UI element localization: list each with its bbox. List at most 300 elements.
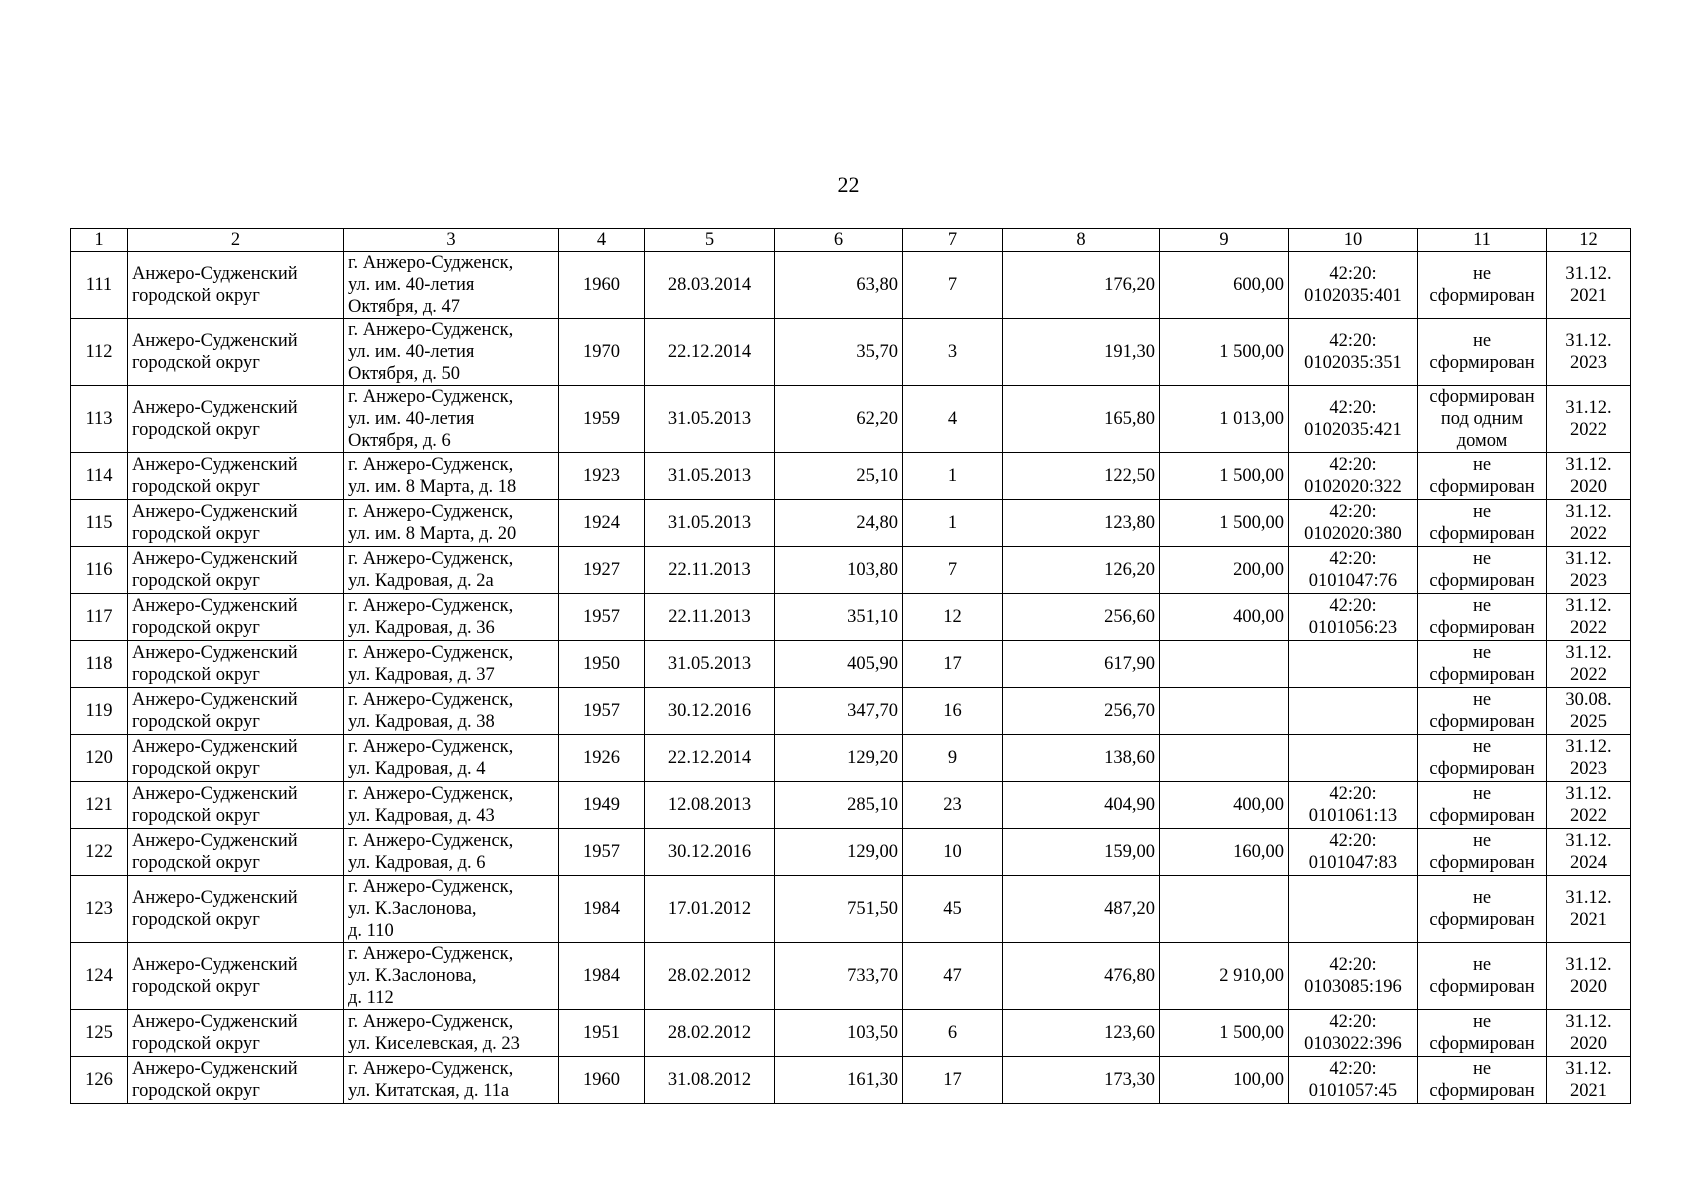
cell-line: г. Анжеро-Судженск, [348,831,514,851]
area-cell [775,688,903,735]
page-number: 22 [837,172,860,197]
address-cell [344,735,559,782]
cell-line: 42:20: [1329,1059,1377,1079]
land-status-cell [1418,547,1547,594]
municipality-cell [128,876,344,943]
row-number-cell [71,782,128,829]
cell-text: 256,70 [1104,701,1155,721]
cell-text: 112 [85,342,113,362]
municipality-cell [128,1057,344,1104]
cell-line: ул. Кадровая, д. 2а [348,571,494,591]
total-area-cell [1003,876,1160,943]
area-cell [775,829,903,876]
total-area-cell [1003,688,1160,735]
residents-cell [903,594,1003,641]
cell-line: 31.12. [1565,1059,1612,1079]
cell-line: Анжеро-Судженский [132,398,298,418]
cell-text: 122,50 [1104,466,1155,486]
cell-line: ул. им. 40-летия [348,342,475,362]
cell-line: ул. им. 40-летия [348,275,475,295]
cell-line: Анжеро-Судженский [132,549,298,569]
cell-line: 2025 [1570,712,1607,732]
municipality-cell [128,782,344,829]
deadline-cell [1547,252,1631,319]
cell-text: 22.12.2014 [667,342,752,362]
cell-line: ул. Кадровая, д. 6 [348,853,486,873]
cell-text: 31.05.2013 [667,466,752,486]
cell-line: Анжеро-Судженский [132,690,298,710]
cell-line: Анжеро-Судженский [132,784,298,804]
cadastral-number-cell [1289,319,1418,386]
cell-line: 2021 [1570,286,1607,306]
date-cell [645,943,775,1010]
cell-text: 200,00 [1233,560,1284,580]
cell-line: не [1472,888,1492,908]
deadline-cell [1547,735,1631,782]
cell-text: 22.12.2014 [667,748,752,768]
cell-text: 733,70 [847,966,898,986]
deadline-cell [1547,547,1631,594]
build-year-cell [559,688,645,735]
cadastral-number-cell [1289,735,1418,782]
residents-cell [903,1010,1003,1057]
cell-line: Анжеро-Судженский [132,737,298,757]
cell-text: 1 500,00 [1219,513,1284,533]
cell-line: Октября, д. 50 [348,364,461,384]
cell-line: 30.08. [1565,690,1612,710]
cell-line: сформирован [1429,910,1535,930]
row-number-cell [71,594,128,641]
cell-line: ул. им. 8 Марта, д. 20 [348,524,517,544]
cadastral-number-cell [1289,386,1418,453]
cadastral-number-cell [1289,1057,1418,1104]
cell-text: 119 [85,701,113,721]
land-status-cell [1418,688,1547,735]
cell-text: 120 [85,748,113,768]
address-cell [344,547,559,594]
cell-line: ул. Кадровая, д. 4 [348,759,486,779]
cell-line: городской округ [132,806,260,826]
deadline-cell [1547,386,1631,453]
cell-line: 42:20: [1329,549,1377,569]
cell-line: 0101047:83 [1308,853,1398,873]
cell-line: городской округ [132,853,260,873]
cell-line: г. Анжеро-Судженск, [348,1012,514,1032]
cell-line: г. Анжеро-Судженск, [348,643,514,663]
land-status-cell [1418,1010,1547,1057]
date-cell [645,735,775,782]
cell-line: 2021 [1570,1081,1607,1101]
municipality-cell [128,500,344,547]
address-cell [344,782,559,829]
cell-text: 28.02.2012 [667,1023,752,1043]
cell-line: 31.12. [1565,502,1612,522]
cell-text: 1970 [583,342,620,362]
cell-line: д. 110 [348,921,394,941]
deadline-cell [1547,1010,1631,1057]
cell-text: 28.02.2012 [667,966,752,986]
area-cell [775,782,903,829]
cadastral-number-cell [1289,547,1418,594]
land-status-cell [1418,453,1547,500]
cell-line: 2023 [1570,353,1607,373]
land-area-cell [1160,1010,1289,1057]
cell-text: 7 [947,275,958,295]
cell-line: городской округ [132,353,260,373]
cell-text: 22.11.2013 [668,560,751,580]
total-area-cell [1003,1010,1160,1057]
land-area-cell [1160,876,1289,943]
row-number-cell [71,547,128,594]
cell-text: 1 500,00 [1219,1023,1284,1043]
cell-line: не [1472,831,1492,851]
cell-text: 1949 [583,795,620,815]
column-header: 3 [344,229,559,252]
cell-text: 476,80 [1104,966,1155,986]
cell-line: 31.12. [1565,264,1612,284]
cell-line: 2023 [1570,759,1607,779]
cell-text: 160,00 [1233,842,1284,862]
cell-line: Анжеро-Судженский [132,955,298,975]
cell-line: ул. Китатская, д. 11а [348,1081,510,1101]
area-cell [775,735,903,782]
cell-text: 30.12.2016 [667,701,752,721]
cell-line: не [1472,1059,1492,1079]
cell-line: сформирован [1429,759,1535,779]
cell-line: не [1472,331,1492,351]
table-row [71,641,1631,688]
area-cell [775,319,903,386]
deadline-cell [1547,594,1631,641]
land-area-cell [1160,453,1289,500]
cadastral-number-cell [1289,876,1418,943]
municipality-cell [128,319,344,386]
column-header: 10 [1289,229,1418,252]
cell-line: городской округ [132,910,260,930]
deadline-cell [1547,876,1631,943]
cell-line: сформирован [1429,286,1535,306]
cell-text: 47 [943,966,962,986]
residents-cell [903,735,1003,782]
deadline-cell [1547,782,1631,829]
cell-text: 1 [947,466,958,486]
municipality-cell [128,453,344,500]
cell-text: 1923 [583,466,620,486]
cell-line: г. Анжеро-Судженск, [348,502,514,522]
cell-line: ул. Кадровая, д. 36 [348,618,495,638]
row-number-cell [71,1057,128,1104]
cell-text: 1957 [583,842,620,862]
cell-text: 12.08.2013 [667,795,752,815]
cell-line: городской округ [132,712,260,732]
row-number-cell [71,829,128,876]
date-cell [645,594,775,641]
date-cell [645,641,775,688]
land-status-cell [1418,500,1547,547]
cell-line: г. Анжеро-Судженск, [348,596,514,616]
cell-line: Анжеро-Судженский [132,502,298,522]
column-header: 11 [1418,229,1547,252]
table-row [71,500,1631,547]
total-area-cell [1003,1057,1160,1104]
cell-text: 161,30 [847,1070,898,1090]
municipality-cell [128,943,344,1010]
cell-text: 125 [85,1023,113,1043]
cell-line: домом [1456,431,1508,451]
cell-line: 2020 [1570,1034,1607,1054]
cell-line: не [1472,643,1492,663]
cell-line: городской округ [132,420,260,440]
cell-text: 31.05.2013 [667,654,752,674]
table-row [71,252,1631,319]
cadastral-number-cell [1289,252,1418,319]
cell-line: 2022 [1570,665,1607,685]
build-year-cell [559,500,645,547]
cell-line: 0102035:351 [1304,353,1402,373]
build-year-cell [559,252,645,319]
cell-line: 31.12. [1565,549,1612,569]
land-area-cell [1160,1057,1289,1104]
cell-line: ул. им. 40-летия [348,409,475,429]
address-cell [344,876,559,943]
area-cell [775,641,903,688]
residents-cell [903,252,1003,319]
row-number-cell [71,386,128,453]
cell-line: д. 112 [348,988,394,1008]
cell-line: Анжеро-Судженский [132,1059,298,1079]
cadastral-number-cell [1289,943,1418,1010]
deadline-cell [1547,943,1631,1010]
cell-text: 17.01.2012 [667,899,752,919]
cell-line: 42:20: [1329,398,1377,418]
total-area-cell [1003,500,1160,547]
residents-cell [903,1057,1003,1104]
cell-line: сформирован [1429,806,1535,826]
cell-line: 42:20: [1329,784,1377,804]
cell-line: 0101061:13 [1308,806,1398,826]
table-row [71,453,1631,500]
cell-line: 31.12. [1565,1012,1612,1032]
column-header: 4 [559,229,645,252]
cell-text: 12 [943,607,962,627]
cell-line: городской округ [132,477,260,497]
cell-text: 400,00 [1233,607,1284,627]
cadastral-number-cell [1289,641,1418,688]
cell-line: 2022 [1570,524,1607,544]
cell-text: 285,10 [847,795,898,815]
cell-text: 347,70 [847,701,898,721]
table-row [71,943,1631,1010]
column-header: 8 [1003,229,1160,252]
cell-text: 63,80 [856,275,898,295]
cell-line: 42:20: [1329,831,1377,851]
cadastral-number-cell [1289,500,1418,547]
cell-line: 31.12. [1565,596,1612,616]
table-row [71,782,1631,829]
cell-line: сформирован [1429,618,1535,638]
cell-line: 31.12. [1565,888,1612,908]
deadline-cell [1547,500,1631,547]
cell-text: 115 [85,513,113,533]
cell-line: Октября, д. 47 [348,297,461,317]
cell-line: ул. Киселевская, д. 23 [348,1034,520,1054]
cell-text: 114 [85,466,113,486]
cell-line: 0102020:322 [1304,477,1402,497]
cell-text: 1 500,00 [1219,466,1284,486]
build-year-cell [559,453,645,500]
cell-line: г. Анжеро-Судженск, [348,784,514,804]
build-year-cell [559,782,645,829]
cell-text: 256,60 [1104,607,1155,627]
cell-line: 0101056:23 [1308,618,1398,638]
area-cell [775,547,903,594]
cell-text: 138,60 [1104,748,1155,768]
row-number-cell [71,453,128,500]
total-area-cell [1003,453,1160,500]
cell-text: 2 910,00 [1219,966,1284,986]
column-header: 5 [645,229,775,252]
land-area-cell [1160,252,1289,319]
municipality-cell [128,386,344,453]
cell-line: 0102035:421 [1304,420,1402,440]
cell-line: не [1472,264,1492,284]
cell-line: 31.12. [1565,331,1612,351]
cell-line: ул. им. 8 Марта, д. 18 [348,477,517,497]
municipality-cell [128,829,344,876]
total-area-cell [1003,943,1160,1010]
cell-text: 113 [85,409,113,429]
cell-line: 31.12. [1565,398,1612,418]
cell-text: 1 500,00 [1219,342,1284,362]
cell-text: 103,80 [847,560,898,580]
cell-text: 3 [947,342,958,362]
area-cell [775,876,903,943]
cell-line: сформирован [1429,853,1535,873]
cell-line: Анжеро-Судженский [132,888,298,908]
land-area-cell [1160,319,1289,386]
cell-line: 2023 [1570,571,1607,591]
cell-line: 42:20: [1329,331,1377,351]
cell-text: 123 [85,899,113,919]
table-row [71,876,1631,943]
municipality-cell [128,688,344,735]
cell-line: сформирован [1429,1081,1535,1101]
cell-line: не [1472,955,1492,975]
total-area-cell [1003,252,1160,319]
municipality-cell [128,735,344,782]
residents-cell [903,319,1003,386]
row-number-cell [71,943,128,1010]
build-year-cell [559,1010,645,1057]
cell-line: ул. Кадровая, д. 38 [348,712,495,732]
cadastral-number-cell [1289,1010,1418,1057]
cell-line: 2020 [1570,477,1607,497]
cell-text: 31.05.2013 [667,409,752,429]
cell-line: не [1472,737,1492,757]
land-status-cell [1418,735,1547,782]
address-cell [344,500,559,547]
cell-line: г. Анжеро-Судженск, [348,455,514,475]
residents-cell [903,829,1003,876]
residents-cell [903,547,1003,594]
cell-line: 0103085:196 [1304,977,1402,997]
cell-line: 2021 [1570,910,1607,930]
deadline-cell [1547,829,1631,876]
land-status-cell [1418,943,1547,1010]
land-area-cell [1160,641,1289,688]
date-cell [645,829,775,876]
cell-text: 6 [947,1023,958,1043]
cell-line: городской округ [132,1034,260,1054]
cadastral-number-cell [1289,829,1418,876]
row-number-cell [71,319,128,386]
cell-text: 176,20 [1104,275,1155,295]
cell-line: Анжеро-Судженский [132,455,298,475]
cadastral-number-cell [1289,453,1418,500]
residents-cell [903,386,1003,453]
cell-text: 1960 [583,1070,620,1090]
cell-text: 24,80 [856,513,898,533]
deadline-cell [1547,453,1631,500]
residents-cell [903,943,1003,1010]
cell-text: 126 [85,1070,113,1090]
cell-text: 400,00 [1233,795,1284,815]
cell-line: Анжеро-Судженский [132,331,298,351]
column-header: 7 [903,229,1003,252]
cell-text: 405,90 [847,654,898,674]
column-header: 6 [775,229,903,252]
total-area-cell [1003,829,1160,876]
address-cell [344,386,559,453]
cell-line: 42:20: [1329,1012,1377,1032]
table-row [71,1057,1631,1104]
cell-text: 129,00 [847,842,898,862]
build-year-cell [559,876,645,943]
column-header: 2 [128,229,344,252]
build-year-cell [559,735,645,782]
cell-line: сформирован [1429,665,1535,685]
cell-text: 10 [943,842,962,862]
deadline-cell [1547,688,1631,735]
total-area-cell [1003,641,1160,688]
cell-line: не [1472,502,1492,522]
date-cell [645,782,775,829]
land-area-cell [1160,782,1289,829]
cell-text: 191,30 [1104,342,1155,362]
land-area-cell [1160,500,1289,547]
residents-cell [903,453,1003,500]
cell-text: 1959 [583,409,620,429]
deadline-cell [1547,319,1631,386]
cell-text: 31.05.2013 [667,513,752,533]
cadastral-number-cell [1289,782,1418,829]
cell-text: 1984 [583,966,620,986]
cell-text: 118 [85,654,113,674]
cell-line: ул. Кадровая, д. 43 [348,806,495,826]
cell-line: 2022 [1570,618,1607,638]
area-cell [775,1010,903,1057]
cell-text: 173,30 [1104,1070,1155,1090]
row-number-cell [71,688,128,735]
address-cell [344,943,559,1010]
land-area-cell [1160,735,1289,782]
area-cell [775,386,903,453]
cell-text: 129,20 [847,748,898,768]
date-cell [645,319,775,386]
cell-line: Анжеро-Судженский [132,264,298,284]
row-number-cell [71,252,128,319]
cell-line: сформирован [1429,977,1535,997]
